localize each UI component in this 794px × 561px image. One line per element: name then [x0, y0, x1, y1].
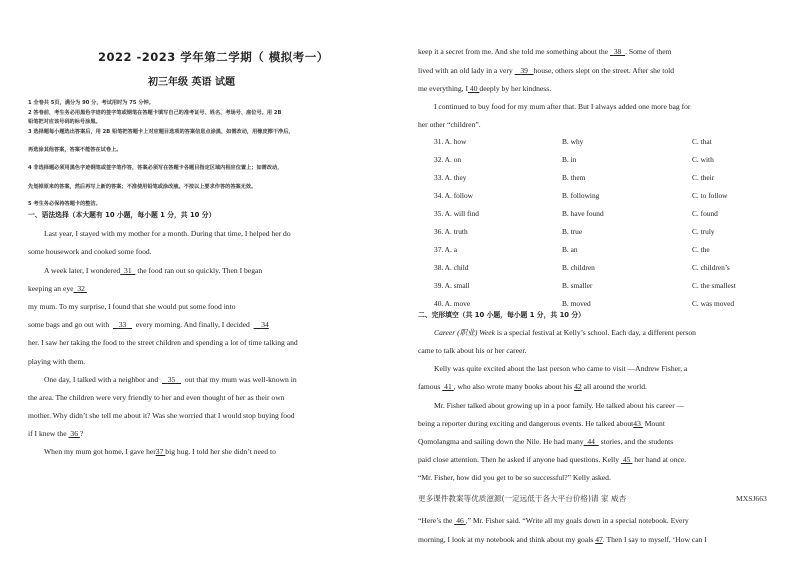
- passage-line: some housework and cooked some food.: [28, 247, 152, 256]
- text-run: One day, I talked with a neighbor and: [44, 375, 159, 384]
- text-run: being a reporter during exciting and dangerous events. He talked about: [418, 419, 634, 428]
- passage-line: [28, 284, 87, 294]
- text-run: morning, I look at my notebook and think about my goals: [418, 535, 594, 544]
- choice-option: 38. A. child: [434, 263, 469, 272]
- choice-option: B. following: [562, 191, 600, 200]
- passage-line: my mum. To my surprise, I found that she would put some food into: [28, 302, 236, 311]
- text-run: out that my mum was well-known in: [184, 375, 297, 384]
- passage-line: [418, 382, 647, 392]
- text-run: stories, and the students: [600, 437, 674, 446]
- text-run: ,” Mr. Fisher said. “Write all my goals down in a special notebook. Every: [465, 516, 689, 525]
- text-run: me everything, I: [418, 84, 468, 93]
- passage-line: [418, 455, 686, 465]
- choice-option: 35. A. will find: [434, 209, 479, 218]
- choice-option: B. smaller: [562, 281, 593, 290]
- note-line: 铅笔把对应该号码的标号涂黑。: [28, 119, 101, 125]
- page-title: 2022 -2023 学年第二学期（ 模拟考一）: [98, 50, 329, 64]
- choice-option: C. the: [692, 245, 710, 254]
- blank-36: 36: [70, 429, 78, 438]
- blank-46: 46: [456, 516, 464, 525]
- text-run: keeping an eye: [28, 284, 74, 293]
- text-run: is a special festival at Kelly’s school. Each day, a different person: [495, 328, 696, 337]
- note-line: 先划掉原来的答案，然后再写上新的答案；不准使用铅笔或涂改液。不按以上要求作答的答案无效。: [28, 184, 257, 190]
- passage-line: “Mr. Fisher, how did you get to be so successful?” Kelly asked.: [418, 473, 611, 482]
- choice-option: B. why: [562, 137, 584, 146]
- choice-option: 31. A. how: [434, 137, 467, 146]
- passage-line: Kelly was quite excited about the last person who came to visit —Andrew Fisher, a: [434, 364, 688, 373]
- blank-37: 37: [155, 447, 164, 456]
- choice-option: C. children’s: [692, 263, 730, 272]
- choice-option: 36. A. truth: [434, 227, 468, 236]
- text-run: keep it a secret from me. And she told me something about the: [418, 47, 609, 56]
- passage-line: her. I saw her taking the food to the street children and spending a lot of time talking and: [28, 338, 298, 347]
- passage-line: [44, 266, 262, 276]
- choice-option: 37. A. a: [434, 245, 457, 254]
- blank-38: 38: [613, 47, 622, 56]
- passage-line: [44, 447, 276, 457]
- passage-line: [434, 328, 696, 338]
- choice-option: C. was moved: [692, 299, 735, 308]
- choice-option: C. their: [692, 173, 715, 182]
- text-run: deeply by her kindness.: [479, 84, 552, 93]
- choice-option: B. have found: [562, 209, 604, 218]
- blank-43: 43: [633, 419, 641, 428]
- text-run: big hug. I told her she didn’t need to: [165, 447, 276, 456]
- passage-line: [418, 66, 674, 76]
- text-run: A week later, I wondered: [44, 266, 121, 275]
- choice-option: C. that: [692, 137, 712, 146]
- blank-45: 45: [622, 455, 631, 464]
- text-run: her hand at once.: [634, 455, 687, 464]
- text-run: famous: [418, 382, 441, 391]
- text-run: Career (职业) Week: [434, 328, 496, 337]
- passage-line: [418, 535, 707, 545]
- section-heading-cloze: 二、完形填空（共 10 小题，每小题 1 分，共 10 分）: [418, 311, 585, 319]
- passage-line: came to talk about his or her career.: [418, 346, 527, 355]
- passage-line: her other “children”.: [418, 120, 481, 129]
- text-run: When my mum got home, I gave her: [44, 447, 156, 456]
- choice-option: 34. A. follow: [434, 191, 474, 200]
- text-run: “Here’s the: [418, 516, 453, 525]
- note-line: 再选涂其他答案，答案不能答在试卷上。: [28, 147, 122, 153]
- passage-line: [418, 84, 551, 94]
- blank-44: 44: [587, 437, 595, 446]
- passage-line: [418, 437, 673, 447]
- choice-option: C. with: [692, 155, 714, 164]
- blank-39: 39: [520, 66, 528, 75]
- text-run: . Some of them: [625, 47, 672, 56]
- passage-line: [418, 516, 689, 526]
- choice-option: B. true: [562, 227, 583, 236]
- blank-47: 47: [595, 535, 603, 544]
- passage-line: Last year, I stayed with my mother for a month. During that time, I helped her do: [44, 229, 291, 238]
- blank-34: 34: [261, 320, 269, 329]
- choice-option: 40. A. move: [434, 299, 471, 308]
- promo-code: MXSJ663: [736, 494, 767, 503]
- text-run: lived with an old lady in a very: [418, 66, 513, 75]
- passage-line: mother. Why didn’t she tell me about it? Was she worried that I would stop buying food: [28, 411, 295, 420]
- note-line: 2 答卷前，考生务必用黑色字迹的签字笔或钢笔在答题卡填写自己的准考证号、姓名、考场号、座位号。用 2B: [28, 110, 282, 116]
- text-run: the food ran out so quickly. Then I began: [135, 266, 263, 275]
- text-run: Qomolangma and sailing down the Nile. He had many: [418, 437, 584, 446]
- choice-option: B. in: [562, 155, 577, 164]
- page-subtitle: 初三年级 英语 试题: [148, 77, 235, 88]
- promo-text: 更多课件教案等优质滋源(一定远低于各大平台价格)请 家 威杏: [418, 494, 627, 503]
- text-run: all around the world.: [583, 382, 647, 391]
- passage-line: [44, 375, 297, 385]
- blank-35: 35: [167, 375, 176, 384]
- text-run: . Then I say to myself, ‘How can I: [602, 535, 707, 544]
- choice-option: 33. A. they: [434, 173, 467, 182]
- text-run: some bags and go out with: [28, 320, 110, 329]
- blank-31: 31: [124, 266, 132, 275]
- blank-33: 33: [118, 320, 127, 329]
- blank-41: 41: [444, 382, 452, 391]
- text-run: Mount: [644, 419, 665, 428]
- choice-option: 39. A. small: [434, 281, 470, 290]
- text-run: house, others slept on the street. After she told: [533, 66, 675, 75]
- text-run: ?: [79, 429, 84, 438]
- text-run: , who also wrote many books about his: [453, 382, 573, 391]
- passage-line: [28, 429, 83, 439]
- blank-42: 42: [574, 382, 582, 391]
- passage-line: [418, 419, 665, 429]
- passage-line: [418, 47, 672, 57]
- section-heading-grammar: 一、语法选择（本大题有 10 小题，每小题 1 分，共 10 分）: [28, 211, 216, 219]
- choice-option: C. the smallest: [692, 281, 736, 290]
- note-line: 5 考生务必保持答题卡的整洁。: [28, 201, 101, 207]
- choice-option: 32. A. on: [434, 155, 462, 164]
- text-run: paid close attention. Then he asked if anyone had questions. Kelly: [418, 455, 620, 464]
- passage-line: I continued to buy food for my mum after that. But I always added one more bag for: [434, 102, 691, 111]
- note-line: 4 非选择题必须用黑色字迹钢笔或签字笔作答，答案必须写在答题卡各题目指定区域内相应位置上；如需改动，: [28, 165, 283, 171]
- note-line: 3 选择题每小题选出答案后，用 2B 铅笔把答题卡上对应题目选项的答案信息点涂黑，如需改动，用橡皮擦干净后，: [28, 129, 294, 135]
- choice-option: C. to follow: [692, 191, 728, 200]
- passage-line: playing with them.: [28, 357, 86, 366]
- text-run: every morning. And finally, I decided: [135, 320, 250, 329]
- text-run: if I knew the: [28, 429, 67, 438]
- passage-line: Mr. Fisher talked about growing up in a poor family. He talked about his career —: [434, 401, 685, 410]
- choice-option: C. truly: [692, 227, 715, 236]
- choice-option: B. an: [562, 245, 578, 254]
- choice-option: C. found: [692, 209, 718, 218]
- passage-line: [28, 320, 269, 330]
- passage-line: the area. The children were very friendly to her and even thought of her as their own: [28, 393, 285, 402]
- note-line: 1 全卷共 5页，满分为 90 分，考试用时为 75 分钟。: [28, 100, 154, 106]
- choice-option: B. children: [562, 263, 595, 272]
- blank-40: 40: [469, 84, 478, 93]
- choice-option: B. them: [562, 173, 586, 182]
- choice-option: B. moved: [562, 299, 591, 308]
- blank-32: 32: [77, 284, 85, 293]
